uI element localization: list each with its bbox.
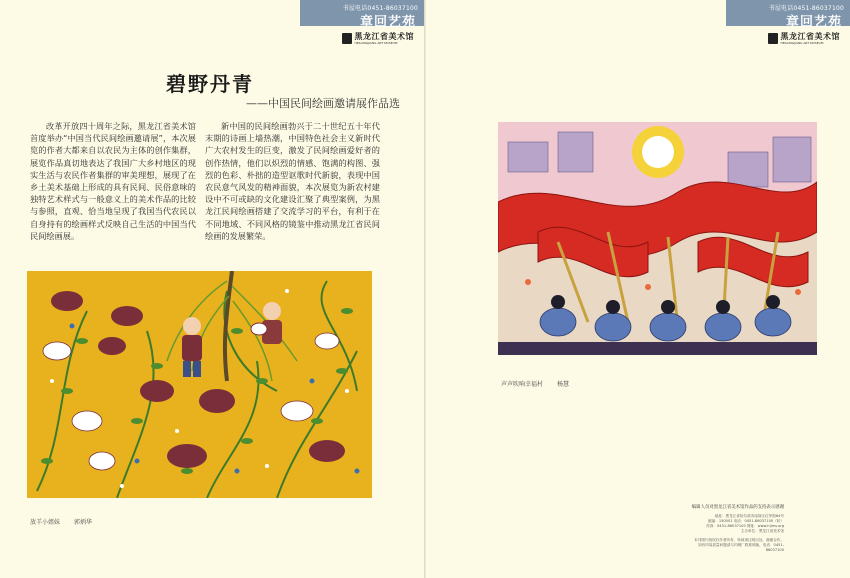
- museum-logo: [342, 31, 415, 45]
- body-column-1: [30, 120, 196, 242]
- folk-painting-sheep-herding: [27, 271, 372, 498]
- museum-logo-text: 黑龙江省美术馆: [780, 31, 840, 41]
- painting-image: [27, 271, 372, 498]
- column-name: 章回艺苑: [785, 15, 842, 30]
- imprint-line: 如有印装质量问题请与印刷厂联系调换，电话：0451-86037100: [698, 543, 784, 552]
- paragraph-2: 新中国的民间绘画勃兴于二十世纪五十年代末期的诗画上墙热潮，中国特色社会主义新时代广大农村发生的巨变，激发了民间绘画爱好者的创作热情，他们以炽烈的情感、饱满的构图、强烈的色彩、朴拙的造型讴歌时代新貌，表现中国农民意气风发的精神面貌，本次展览为新农村建设中不可或缺的文化建设汇聚了典型案例，为黑龙江民间绘画搭建了交流学习的平台，有利于在不同地域、不同风格的镜鉴中推动黑龙江省民间绘画的发展繁荣。: [205, 121, 380, 241]
- imprint-heading: 编辑人员对黑龙江省美术馆作品的支持表示感谢: [691, 505, 784, 510]
- hotline-text: 书屋电话0451-86037100: [342, 5, 418, 12]
- painting-title: 放羊小姐妹: [30, 519, 61, 526]
- hotline-text: 书屋电话0451-86037100: [768, 5, 844, 12]
- museum-logo-en: HEILONGJIANG ART MUSEUM: [780, 40, 824, 45]
- painting-artist: 杨慧: [557, 381, 570, 388]
- folk-painting-suona-village: [498, 122, 817, 355]
- article-title: 碧野丹青: [166, 72, 254, 96]
- imprint-block: [684, 505, 784, 553]
- imprint-line: 主办单位：黑龙江省美术馆: [740, 529, 784, 533]
- column-name: 章回艺苑: [359, 15, 416, 30]
- museum-logo-en: HEILONGJIANG ART MUSEUM: [354, 40, 398, 45]
- imprint-line: 本刊图片版权归作者所有，转载请注明出处，谢谢合作。: [694, 538, 784, 542]
- museum-logo-icon: [342, 33, 352, 44]
- imprint-line: 邮编：150001 电话：0451-86037100（转）: [708, 519, 784, 523]
- painting-image: [498, 122, 817, 355]
- painting-artist: 郭炳华: [74, 519, 93, 526]
- museum-logo: [768, 31, 841, 45]
- left-page: [0, 0, 424, 578]
- museum-logo-text: 黑龙江省美术馆: [354, 31, 414, 41]
- painting-title: 声声吹响幸福村: [501, 381, 544, 388]
- imprint-line: 地址：黑龙江省哈尔滨市南岗区红军街64号: [714, 514, 784, 518]
- right-page: [426, 0, 850, 578]
- body-column-2: [205, 120, 380, 242]
- painting-caption: [501, 379, 569, 388]
- article-subtitle: ——中国民间绘画邀请展作品选: [246, 97, 400, 110]
- header-bar: [726, 0, 850, 30]
- museum-logo-icon: [768, 33, 778, 44]
- imprint-line: 传真：0451-86037100 网址：www.hljms.org: [706, 524, 784, 528]
- paragraph-1: 改革开放四十周年之际，黑龙江省美术馆首度举办“中国当代民间绘画邀请展”，本次展览的作者大都来自以农民为主体的创作集群，展览作品真切地表达了我国广大乡村地区的现实生活与农民作者集群的审美理想，展现了在乡土美术基础上形成的具有民间、民俗意味的独特艺术样式与一般意义上的美术作品的比较与参照，直观、恰当地呈现了我国当代农民以自身持有的绘画样式反映自己生活的中国当代民间绘画展。: [30, 121, 196, 241]
- painting-caption: [30, 517, 92, 526]
- header-bar: [300, 0, 424, 30]
